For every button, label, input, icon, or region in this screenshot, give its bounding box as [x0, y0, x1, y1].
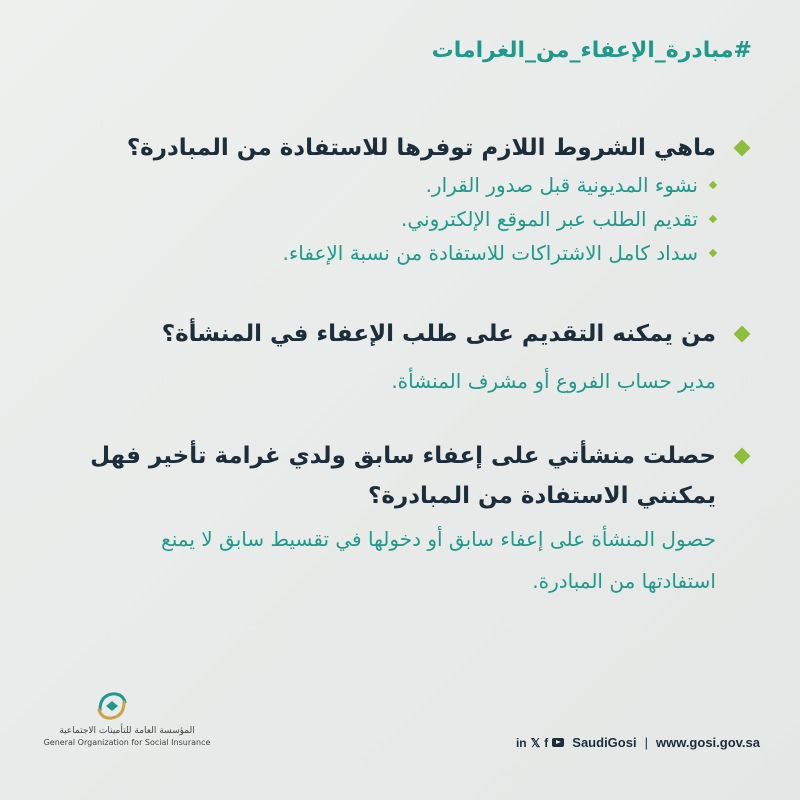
gosi-emblem-icon [94, 688, 130, 724]
list-item-text: نشوء المديونية قبل صدور القرار. [425, 173, 698, 197]
faq-content [90, 128, 752, 602]
list-item-text: سداد كامل الاشتراكات للاستفادة من نسبة الإعفاء. [282, 241, 698, 265]
website-link[interactable]: www.gosi.gov.sa [655, 735, 760, 750]
facebook-icon[interactable]: f [544, 735, 549, 750]
question-2 [90, 314, 752, 354]
answer-2: مدير حساب الفروع أو مشرف المنشأة. [391, 369, 716, 393]
question-1-text: ماهي الشروط اللازم توفرها للاستفادة من المبادرة؟ [126, 135, 716, 161]
gosi-logo [42, 688, 212, 748]
diamond-bullet-icon [734, 140, 751, 157]
list-item [90, 202, 716, 236]
conditions-list [90, 168, 752, 270]
small-diamond-icon [709, 181, 717, 189]
list-item [90, 168, 716, 202]
linkedin-icon[interactable]: in [515, 735, 527, 750]
question-2-text: من يمكنه التقديم على طلب الإعفاء في المنشأة؟ [161, 321, 716, 347]
org-name-arabic: المؤسسة العامة للتأمينات الاجتماعية [59, 726, 195, 736]
x-twitter-icon[interactable]: 𝕏 [530, 735, 541, 750]
list-item [90, 236, 716, 270]
footer-divider: | [644, 735, 648, 750]
small-diamond-icon [709, 215, 717, 223]
question-3-text: حصلت منشأتي على إعفاء سابق ولدي غرامة تأخير فهل يمكنني الاستفادة من المبادرة؟ [90, 443, 716, 509]
social-handle: SaudiGosi [572, 735, 637, 750]
list-item-text: تقديم الطلب عبر الموقع الإلكتروني. [401, 207, 698, 231]
question-1 [90, 128, 752, 168]
social-icons [516, 736, 564, 750]
diamond-bullet-icon [734, 448, 751, 465]
youtube-icon[interactable] [552, 738, 564, 747]
small-diamond-icon [709, 249, 717, 257]
footer-contact [516, 735, 760, 750]
question-3 [90, 436, 752, 516]
hashtag-title: #مبادرة_الإعفاء_من_الغرامات [431, 38, 752, 63]
answer-3: حصول المنشأة على إعفاء سابق أو دخولها في تقسيط سابق لا يمنع استفادتها من المبادرة. [161, 527, 716, 593]
org-name-english: General Organization for Social Insurance [43, 738, 211, 747]
diamond-bullet-icon [734, 326, 751, 343]
